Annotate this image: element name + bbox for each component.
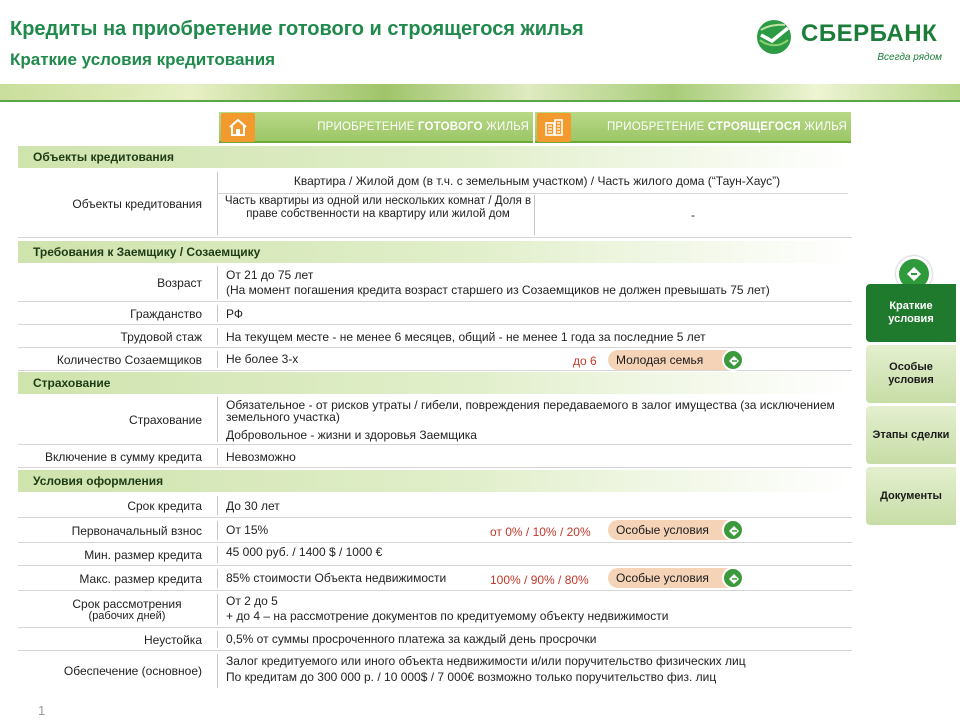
citizenship-value: РФ [226,307,243,321]
row-security [18,652,852,690]
header-banner [0,84,960,100]
section-requirements: Требования к Заемщику / Созаемщику [18,241,852,263]
row-label: Мин. размер кредита [84,547,202,562]
age-line-2: (На момент погашения кредита возраст старшего из Созаемщиков не должен превышать 75 лет) [226,283,770,297]
age-line-1: От 21 до 75 лет [226,268,314,282]
term-value: До 30 лет [226,499,280,513]
logo-slogan: Всегда рядом [877,52,942,63]
pill-label: Особые условия [616,523,709,537]
sidebar-item-short-terms[interactable]: Краткие условия [866,284,956,342]
row-label: Срок кредита [127,498,202,513]
tab-ready-label: ПРИОБРЕТЕНИЕ ГОТОВОГО ЖИЛЬЯ [317,121,529,133]
pill-label: Молодая семья [616,353,704,367]
row-label: Обеспечение (основное) [63,664,202,678]
review-line-2: + до 4 – на рассмотрение документов по кредитуемому объекту недвижимости [226,609,669,623]
row-min-credit [18,544,852,566]
pill-label: Особые условия [616,571,709,585]
insurance-line-2: Добровольное - жизни и здоровья Заемщика [226,428,477,442]
page-title: Кредиты на приобретение готового и строящегося жилья [10,18,584,40]
row-insurance [18,395,852,445]
row-inclusion [18,446,852,468]
sidebar-item-deal-stages[interactable]: Этапы сделки [866,406,956,464]
min-credit-value: 45 000 руб. / 1400 $ / 1000 € [226,545,383,559]
section-objects: Объекты кредитования [18,146,852,168]
row-objects [18,170,852,238]
objects-ready: Часть квартиры из одной или нескольких комнат / Доля в праве собственности на квартиру или жилой дом [224,195,532,220]
sberbank-logo [755,16,950,70]
max-credit-value: 85% стоимости Объекта недвижимости [226,571,447,585]
review-line-1: От 2 до 5 [226,594,278,608]
down-payment-value: От 15% [226,523,269,537]
young-family-button[interactable] [608,350,738,370]
row-label: Срок рассмотрения (рабочих дней) [72,596,182,622]
tabs [219,112,851,143]
special-conditions-button[interactable] [608,520,738,540]
objects-common: Квартира / Жилой дом (в т.ч. с земельным участком) / Часть жилого дома (“Таун-Хаус”) [218,174,848,194]
experience-value: На текущем месте - не менее 6 месяцев, общий - не менее 1 года за последние 5 лет [226,330,706,344]
arrow-badge-icon [722,349,744,371]
insurance-line-1: Обязательное - от рисков утраты / гибели, повреждения передаваемого в залог имущества (за исключением земельного участка) [226,398,835,424]
row-max-credit [18,567,852,591]
tab-building-housing[interactable] [535,112,851,143]
row-label: Макс. размер кредита [79,571,202,586]
penalty-value: 0,5% от суммы просроченного платежа за каждый день просрочки [226,632,597,646]
page-number: 1 [38,703,46,718]
inclusion-value: Невозможно [226,450,296,464]
coborrowers-note: до 6 [573,354,597,368]
row-label: Возраст [157,275,202,290]
row-down-payment [18,519,852,543]
row-coborrowers [18,349,852,371]
row-label: Гражданство [130,306,202,321]
security-line-2: По кредитам до 300 000 р. / 10 000$ / 7 000€ возможно только поручительство физ. лиц [226,670,717,684]
row-label: Неустойка [144,632,202,647]
row-label: Количество Созаемщиков [56,352,202,367]
row-age [18,264,852,302]
row-label: Трудовой стаж [120,329,202,344]
row-penalty [18,629,852,651]
building-icon [537,113,571,142]
security-line-1: Залог кредитуемого или иного объекта недвижимости и/или поручительство физических лиц [226,654,746,668]
sidebar-item-special-terms[interactable]: Особые условия [866,345,956,403]
row-label: Первоначальный взнос [71,523,202,538]
logo-name: СБЕРБАНК [801,20,938,47]
tab-ready-housing[interactable] [219,112,533,143]
max-credit-note: 100% / 90% / 80% [490,573,589,587]
header-divider [0,100,960,102]
tab-building-label: ПРИОБРЕТЕНИЕ СТРОЯЩЕГОСЯ ЖИЛЬЯ [606,121,847,133]
coborrowers-value: Не более 3-х [226,352,299,366]
arrow-badge-icon [722,567,744,589]
sidebar-item-documents[interactable]: Документы [866,467,956,525]
sberbank-logo-icon [755,18,793,56]
row-label: Объекты кредитования [72,196,202,211]
row-label: Страхование [129,412,202,427]
row-review-term [18,592,852,628]
row-citizenship [18,303,852,325]
section-conditions: Условия оформления [18,470,852,492]
objects-building: - [691,208,695,222]
arrow-badge-icon [722,519,744,541]
section-insurance: Страхование [18,372,852,394]
special-conditions-button[interactable] [608,568,738,588]
row-term [18,494,852,518]
house-icon [221,113,255,142]
row-label: Включение в сумму кредита [44,449,202,464]
row-experience [18,326,852,348]
down-payment-note: от 0% / 10% / 20% [490,525,591,539]
page-subtitle: Краткие условия кредитования [10,50,276,69]
